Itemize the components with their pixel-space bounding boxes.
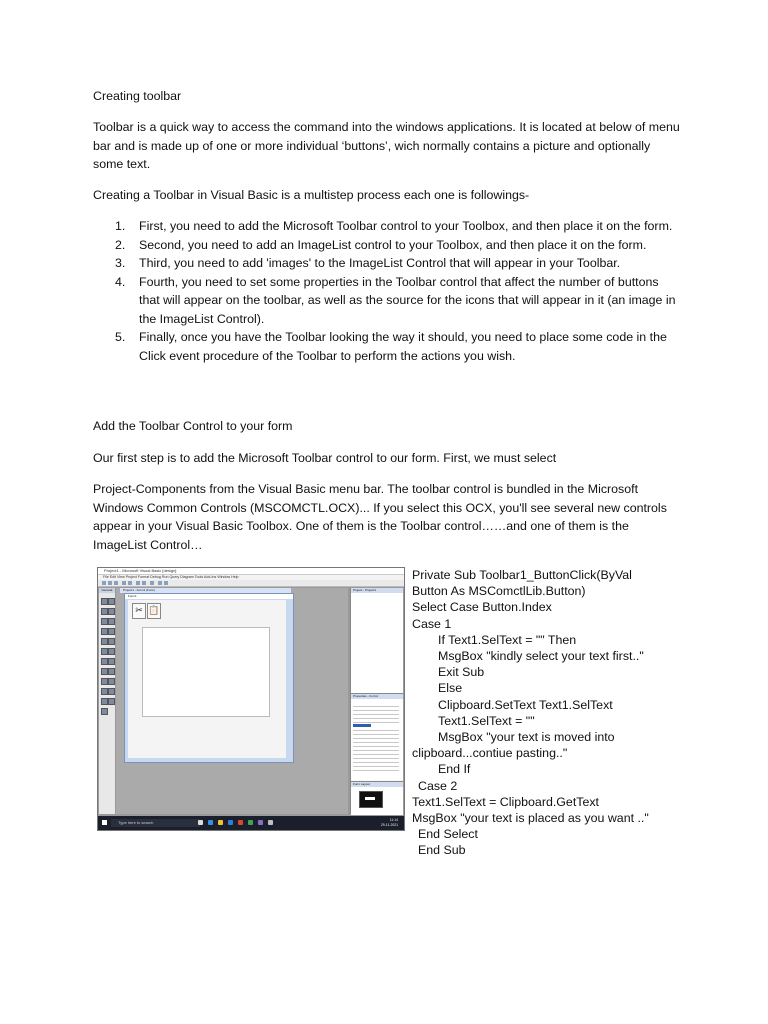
cut-icon: ✂: [132, 603, 146, 619]
code-listing: [412, 567, 712, 859]
toolbox-icon: [108, 658, 115, 665]
ide-title-bar: Project1 - Microsoft Visual Basic [design]: [98, 568, 404, 575]
project-explorer: [351, 593, 403, 694]
text1-textbox: [142, 627, 270, 717]
ide-menu-bar: File Edit View Project Format Debug Run Query Diagram Tools Add-Ins Window Help: [98, 575, 404, 580]
toolbox-icon: [108, 628, 115, 635]
toolbox-icon: [101, 678, 108, 685]
code-line: Case 1: [412, 616, 452, 631]
code-line: Exit Sub: [438, 665, 485, 680]
word-icon: [228, 820, 233, 825]
tool-icon: [164, 581, 168, 585]
ide-toolbar: [98, 580, 404, 587]
form-body: [128, 600, 286, 758]
ide-design-area: Project1 - Form1 (Form) Form1 ✂ 📋: [116, 588, 348, 814]
windows-start-icon: [102, 820, 107, 825]
intro-paragraph: Toolbar is a quick way to access the command into the windows applications. It is located at below of menu bar and is made up of one or more individual ‘buttons’, wich normally contains a picture and optionally some text.: [93, 120, 680, 171]
code-line: End Select: [418, 827, 478, 842]
toolbox-icon: [101, 608, 108, 615]
form-designer: Form1 ✂ 📋: [124, 593, 294, 763]
toolbox-icon: [108, 608, 115, 615]
toolbox-icon: [101, 708, 108, 715]
tool-icon: [142, 581, 146, 585]
code-line: Clipboard.SetText Text1.SelText: [438, 697, 613, 712]
components-paragraph: Project-Components from the Visual Basic menu bar. The toolbar control is bundled in the Microsoft Windows Common Controls (MSCOMCTL.OCX)... If you select this OCX, you'll see several new controls appear in your Visual Basic Toolbox. One of them is the Toolbar control……and one of them is the ImageList Control…: [93, 482, 667, 552]
properties-window: Properties - Form1: [351, 694, 403, 780]
list-item: 1. First, you need to add the Microsoft Toolbar control to your Toolbox, and then place it on the form.: [115, 219, 673, 233]
process-intro: Creating a Toolbar in Visual Basic is a multistep process each one is followings-: [93, 188, 530, 202]
toolbox-icon: [101, 668, 108, 675]
vb-icon: [268, 820, 273, 825]
code-line: End Sub: [418, 843, 466, 858]
code-line: Case 2: [418, 778, 458, 793]
paste-icon: 📋: [147, 603, 161, 619]
toolbox-icon: [101, 638, 108, 645]
first-step-paragraph: Our first step is to add the Microsoft Toolbar control to our form. First, we must select: [93, 451, 557, 465]
toolbox-icon: [108, 638, 115, 645]
code-line: Text1.SelText = "": [438, 713, 535, 728]
tool-icon: [128, 581, 132, 585]
code-line: Private Sub Toolbar1_ButtonClick(ByVal: [412, 568, 632, 582]
toolbox-icon: [108, 678, 115, 685]
code-line: MsgBox "your text is placed as you want ..": [412, 811, 649, 826]
list-item: 5. Finally, once you have the Toolbar looking the way it should, you need to place some code in the Click event procedure of the Toolbar to perform the actions you wish.: [115, 330, 667, 363]
toolbox-icon: [101, 598, 108, 605]
explorer-icon: [218, 820, 223, 825]
list-item: 4. Fourth, you need to set some properties in the Toolbar control that affect the number of buttons that will appear on the toolbar, as well as the source for the icons that will appear in it (an image in the ImageList Control).: [115, 274, 676, 326]
taskview-icon: [198, 820, 203, 825]
vb-ide-screenshot: [97, 567, 405, 831]
chrome-icon: [248, 820, 253, 825]
page-heading: Creating toolbar: [93, 89, 182, 103]
form-layout-preview: [359, 791, 383, 808]
office-icon: [238, 820, 243, 825]
windows-taskbar: [98, 816, 404, 830]
taskbar-clock: 11:14 29-11-2021: [380, 818, 398, 827]
toolbox-icon: [108, 698, 115, 705]
toolbox-icon: [101, 648, 108, 655]
toolbox-icon: [108, 648, 115, 655]
tool-icon: [108, 581, 112, 585]
tool-icon: [114, 581, 118, 585]
ide-right-panels: Project - Project1 Properties - Form1 Form Layout: [350, 588, 403, 814]
edge-icon: [208, 820, 213, 825]
code-line: clipboard...contiue pasting..": [412, 746, 568, 761]
toolbox-icon: [108, 688, 115, 695]
toolbox-icon: [108, 618, 115, 625]
code-line: Else: [438, 681, 463, 696]
taskbar-search: Type here to search: [111, 819, 200, 827]
app-icon: [258, 820, 263, 825]
selected-property: [353, 724, 371, 727]
code-line: If Text1.SelText = "" Then: [438, 632, 577, 647]
steps-list: [93, 217, 681, 365]
subheading: Add the Toolbar Control to your form: [93, 419, 293, 433]
form-layout-window: Form Layout: [351, 781, 403, 815]
list-item: 2. Second, you need to add an ImageList control to your Toolbox, and then place it on the form.: [115, 237, 647, 252]
tool-icon: [150, 581, 154, 585]
toolbox-icon: [101, 658, 108, 665]
toolbox-icon: [101, 698, 108, 705]
code-line: Text1.SelText = Clipboard.GetText: [412, 794, 599, 809]
code-line: End If: [438, 762, 471, 777]
list-item: 3. Third, you need to add 'images' to the ImageList Control that will appear in your Toolbar.: [115, 256, 621, 270]
tool-icon: [158, 581, 162, 585]
toolbox-icon: [101, 688, 108, 695]
toolbox-icon: [101, 618, 108, 625]
code-line: Button As MSComctlLib.Button): [412, 584, 586, 599]
toolbox-icon: [108, 598, 115, 605]
tool-icon: [136, 581, 140, 585]
tool-icon: [102, 581, 106, 585]
code-line: MsgBox "kindly select your text first..": [438, 649, 644, 664]
code-line: MsgBox "your text is moved into: [438, 730, 615, 745]
toolbox-icon: [101, 628, 108, 635]
toolbox-icon: [108, 668, 115, 675]
tool-icon: [122, 581, 126, 585]
ide-toolbox: General: [99, 588, 116, 814]
code-line: Select Case Button.Index: [412, 600, 552, 615]
